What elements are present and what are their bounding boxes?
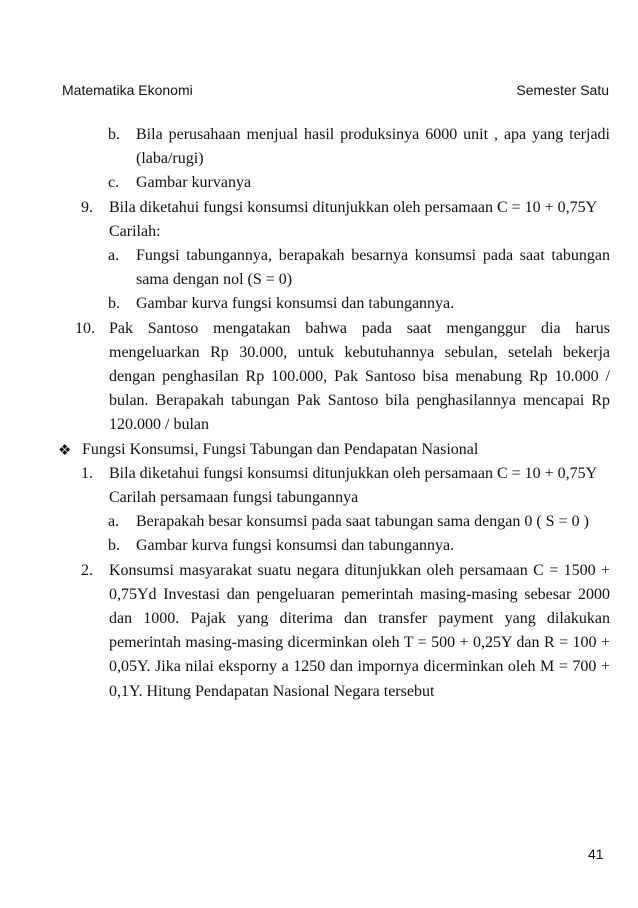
page-number: 41 bbox=[588, 846, 604, 862]
list-item bbox=[0, 510, 610, 534]
list-item bbox=[0, 244, 610, 292]
list-item bbox=[0, 123, 610, 171]
item-marker: c. bbox=[108, 174, 120, 192]
item-marker: a. bbox=[108, 513, 120, 531]
list-item bbox=[0, 292, 610, 316]
instruction-text: Carilah persamaan fungsi tabungannya bbox=[109, 489, 359, 507]
question-1 bbox=[0, 462, 610, 486]
item-text: Berapakah besar konsumsi pada saat tabungan sama dengan 0 ( S = 0 ) bbox=[136, 513, 589, 531]
question-text: Konsumsi masyarakat suatu negara ditunjukkan oleh persamaan C = 1500 + 0,75Yd Investasi dan pengeluaran pemerintah masing-masing sebesar 2000 dan 1000. Pajak yang diterima dan transfer payment yang dilakukan pemerintah masing-masing dicerminkan oleh T = 500 + 0,25Y dan R = 100 + 0,05Y. Jika nilai eksporny a 1250 dan impornya dicerminkan oleh M = 700 + 0,1Y. Hitung Pendapatan Nasional Negara tersebut bbox=[109, 561, 610, 700]
item-marker: b. bbox=[108, 295, 120, 313]
question-10 bbox=[0, 317, 610, 438]
item-marker: b. bbox=[108, 126, 120, 143]
item-text: Gambar kurva fungsi konsumsi dan tabungannya. bbox=[136, 295, 455, 313]
question-text: Bila diketahui fungsi konsumsi ditunjukkan oleh persamaan C = 10 + 0,75Y bbox=[109, 464, 598, 482]
question-2 bbox=[0, 559, 610, 704]
list-item bbox=[0, 171, 610, 195]
question-text: Pak Santoso mengatakan bahwa pada saat menganggur dia harus mengeluarkan Rp 30.000, untuk kebutuhannya sebulan, setelah bekerja dengan penghasilan Rp 100.000, Pak Santoso bisa menabung Rp 10.000 / bulan. Berapakah tabungan Pak Santoso bila penghasilannya mencapai Rp 120.000 / bulan bbox=[109, 319, 610, 434]
item-marker: a. bbox=[108, 247, 120, 265]
item-text: Gambar kurvanya bbox=[136, 174, 252, 192]
page-content bbox=[0, 123, 638, 704]
section-heading bbox=[0, 438, 610, 462]
item-text: Fungsi tabungannya, berapakah besarnya konsumsi pada saat tabungan sama dengan nol (S = 0) bbox=[136, 247, 610, 289]
question-9 bbox=[0, 196, 610, 220]
header-semester: Semester Satu bbox=[516, 82, 609, 98]
question-number: 1. bbox=[81, 464, 93, 482]
question-number: 9. bbox=[81, 198, 93, 216]
list-item bbox=[0, 534, 610, 558]
question-text: Bila diketahui fungsi konsumsi ditunjukkan oleh persamaan C = 10 + 0,75Y bbox=[109, 198, 598, 216]
item-text: Gambar kurva fungsi konsumsi dan tabungannya. bbox=[136, 537, 455, 555]
item-marker: b. bbox=[108, 537, 120, 555]
question-number: 10. bbox=[75, 319, 95, 337]
item-text: Bila perusahaan menjual hasil produksinya 6000 unit , apa yang terjadi (laba/rugi) bbox=[136, 126, 610, 168]
question-number: 2. bbox=[81, 561, 93, 579]
page-header bbox=[62, 82, 609, 104]
instruction-text: Carilah: bbox=[109, 222, 161, 240]
diamond-bullet-icon: ❖ bbox=[58, 440, 72, 459]
section-title: Fungsi Konsumsi, Fungsi Tabungan dan Pendapatan Nasional bbox=[82, 440, 479, 458]
header-course-title: Matematika Ekonomi bbox=[62, 82, 193, 98]
